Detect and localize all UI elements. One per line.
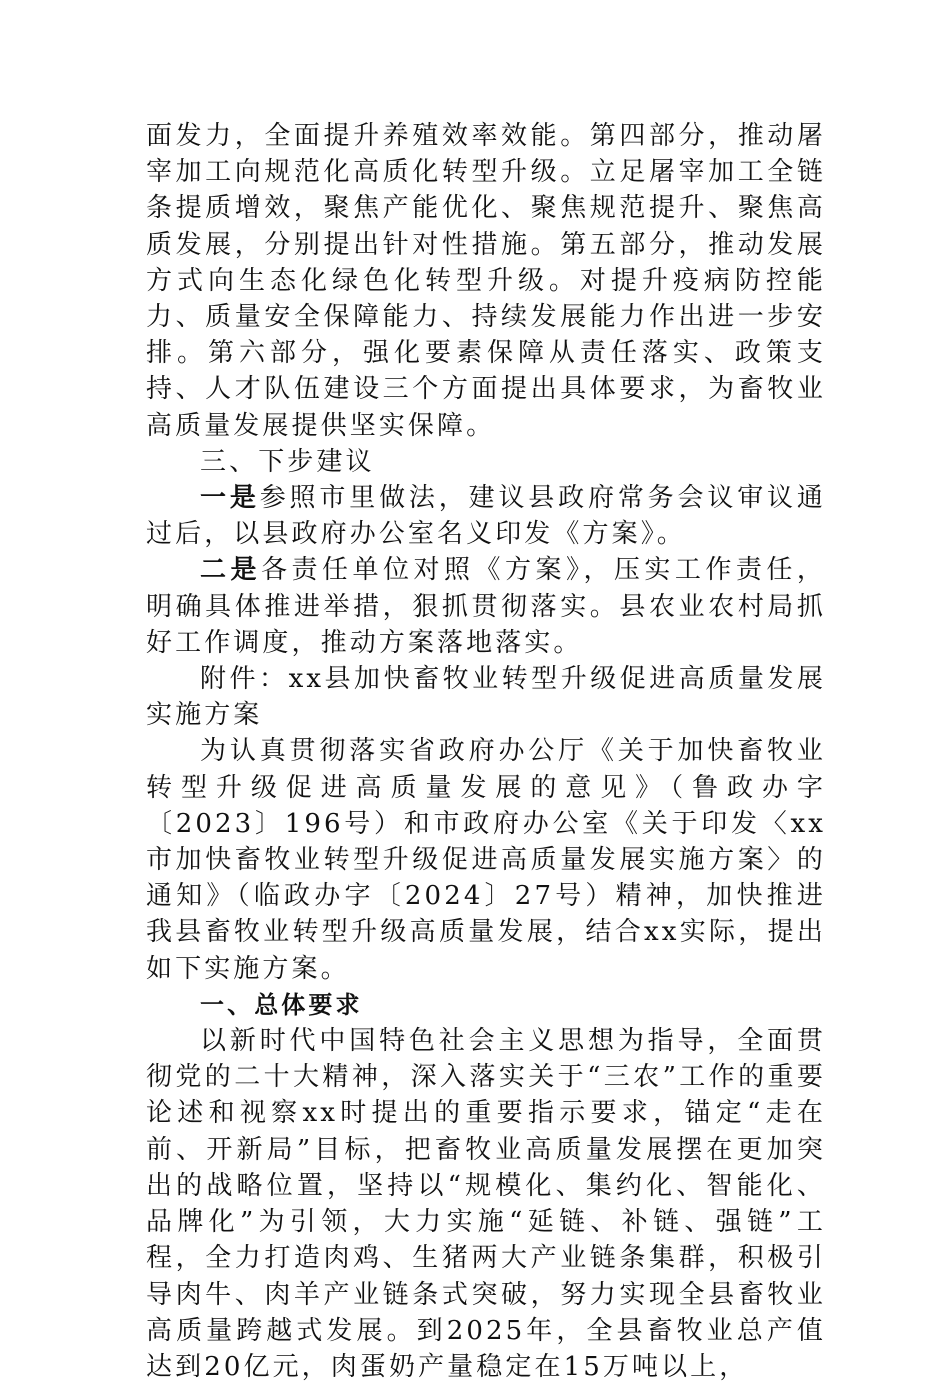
suggestion-two-body: 各责任单位对照《方案》，压实工作责任，明确具体推进举措，狠抓贯彻落实。县农业农村局抓好工作调度，推动方案落地落实。	[146, 555, 827, 658]
paragraph-suggestion-two	[146, 552, 826, 661]
paragraph-attachment: 附件：xx县加快畜牧业转型升级促进高质量发展实施方案	[146, 664, 826, 731]
paragraph-guiding-principles: 以新时代中国特色社会主义思想为指导，全面贯彻党的二十大精神，深入落实关于“三农”工作的重要论述和视察xx时提出的重要指示要求，锚定“走在前、开新局”目标，把畜牧业高质量发展摆在更加突出的战略位置，坚持以“规模化、集约化、智能化、品牌化”为引领，大力实施“延链、补链、强链”工程，全力打造肉鸡、生猪两大产业链条集群，积极引导肉牛、肉羊产业链条式突破，努力实现全县畜牧业高质量跨越式发展。到2025年，全县畜牧业总产值达到20亿元，肉蛋奶产量稳定在15万吨以上，	[146, 1026, 826, 1382]
paragraph-suggestion-one	[146, 480, 826, 552]
suggestion-one-body: 参照市里做法，建议县政府常务会议审议通过后，以县政府办公室名义印发《方案》。	[146, 483, 827, 550]
suggestion-two-lead: 二是	[200, 555, 261, 586]
heading-general-requirements: 一、总体要求	[200, 990, 363, 1019]
paragraph-preamble: 为认真贯彻落实省政府办公厅《关于加快畜牧业转型升级促进高质量发展的意见》（鲁政办字〔2023〕196号）和市政府办公室《关于印发〈xx市加快畜牧业转型升级促进高质量发展实施方案〉的通知》（临政办字〔2024〕27号）精神，加快推进我县畜牧业转型升级高质量发展，结合xx实际，提出如下实施方案。	[146, 736, 826, 984]
suggestion-one-lead: 一是	[200, 483, 260, 514]
paragraph-plan-summary: 面发力，全面提升养殖效率效能。第四部分，推动屠宰加工向规范化高质化转型升级。立足屠宰加工全链条提质增效，聚焦产能优化、聚焦规范提升、聚焦高质发展，分别提出针对性措施。第五部分，推动发展方式向生态化绿色化转型升级。对提升疫病防控能力、质量安全保障能力、持续发展能力作出进一步安排。第六部分，强化要素保障从责任落实、政策支持、人才队伍建设三个方面提出具体要求，为畜牧业高质量发展提供坚实保障。	[146, 121, 826, 441]
heading-next-steps: 三、下步建议	[200, 446, 375, 477]
document-body	[146, 118, 826, 1385]
